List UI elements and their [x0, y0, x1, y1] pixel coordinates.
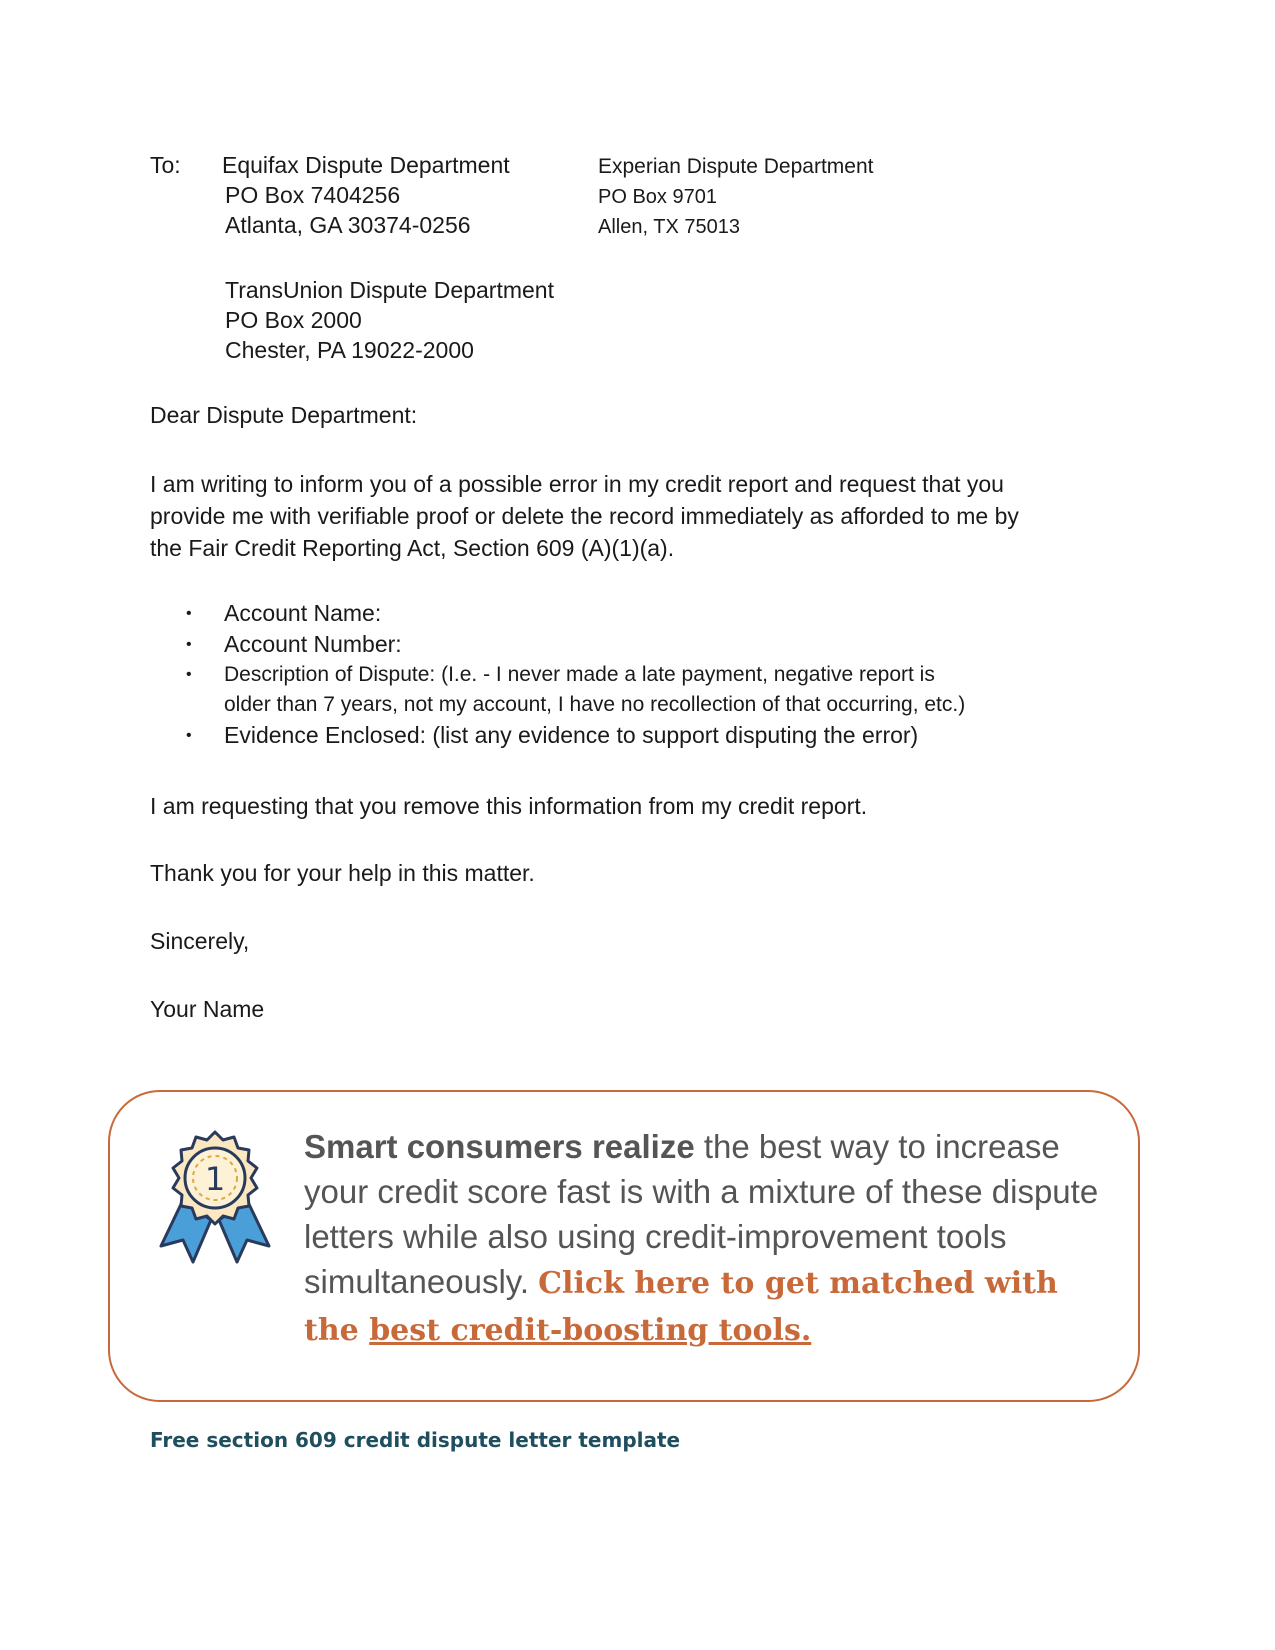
list-item	[180, 720, 1140, 751]
transunion-box: PO Box 2000	[225, 307, 362, 333]
equifax-city: Atlanta, GA 30374-0256	[225, 212, 471, 238]
list-item-text: Account Number:	[224, 631, 402, 657]
bullet: •	[186, 636, 192, 653]
list-item	[180, 629, 1140, 660]
best-tools-link[interactable]: best credit-boosting tools.	[369, 1313, 812, 1348]
bullet: •	[186, 605, 192, 622]
intro-line: provide me with verifiable proof or delete the record immediately as afforded to me by	[150, 503, 1019, 529]
bullet: •	[186, 666, 192, 683]
transunion-city: Chester, PA 19022-2000	[225, 337, 474, 363]
list-item	[180, 660, 1140, 720]
award-badge-icon	[153, 1128, 277, 1264]
transunion-address	[225, 275, 554, 365]
experian-box: PO Box 9701	[598, 186, 717, 208]
list-item	[180, 598, 1140, 629]
experian-name: Experian Dispute Department	[598, 155, 874, 178]
equifax-address	[222, 150, 510, 240]
dispute-item-list	[180, 598, 1140, 751]
intro-line: I am writing to inform you of a possible error in my credit report and request that you	[150, 471, 1004, 497]
promo-lead: Smart consumers realize	[304, 1128, 695, 1165]
promo-cta-link[interactable]: Click here to get matched with the	[304, 1266, 1058, 1348]
to-label: To:	[150, 152, 181, 178]
list-item-text: Evidence Enclosed: (list any evidence to support disputing the error)	[224, 722, 919, 748]
list-item-text: older than 7 years, not my account, I have no recollection of that occurring, etc.)	[224, 693, 966, 716]
transunion-name: TransUnion Dispute Department	[225, 277, 554, 303]
list-item-text: Account Name:	[224, 600, 382, 626]
equifax-name: Equifax Dispute Department	[222, 152, 510, 178]
thanks-paragraph: Thank you for your help in this matter.	[150, 860, 535, 886]
experian-address	[598, 152, 873, 242]
equifax-box: PO Box 7404256	[225, 182, 401, 208]
bullet: •	[186, 727, 192, 744]
experian-city: Allen, TX 75013	[598, 216, 740, 238]
badge-number: 1	[204, 1160, 226, 1198]
promo-text	[304, 1124, 1104, 1353]
salutation: Dear Dispute Department:	[150, 402, 418, 428]
footer-caption: Free section 609 credit dispute letter template	[150, 1428, 681, 1452]
promo-body: the best way to increase your credit score fast is with a mixture of these dispute letters while also using credit-improvement tools simultaneously.	[304, 1128, 1099, 1300]
request-paragraph: I am requesting that you remove this information from my credit report.	[150, 793, 868, 819]
intro-line: the Fair Credit Reporting Act, Section 609 (A)(1)(a).	[150, 535, 675, 561]
intro-paragraph	[150, 468, 1110, 564]
closing: Sincerely,	[150, 928, 250, 954]
signature-name: Your Name	[150, 996, 265, 1022]
list-item-text: Description of Dispute: (I.e. - I never made a late payment, negative report is	[224, 663, 935, 686]
